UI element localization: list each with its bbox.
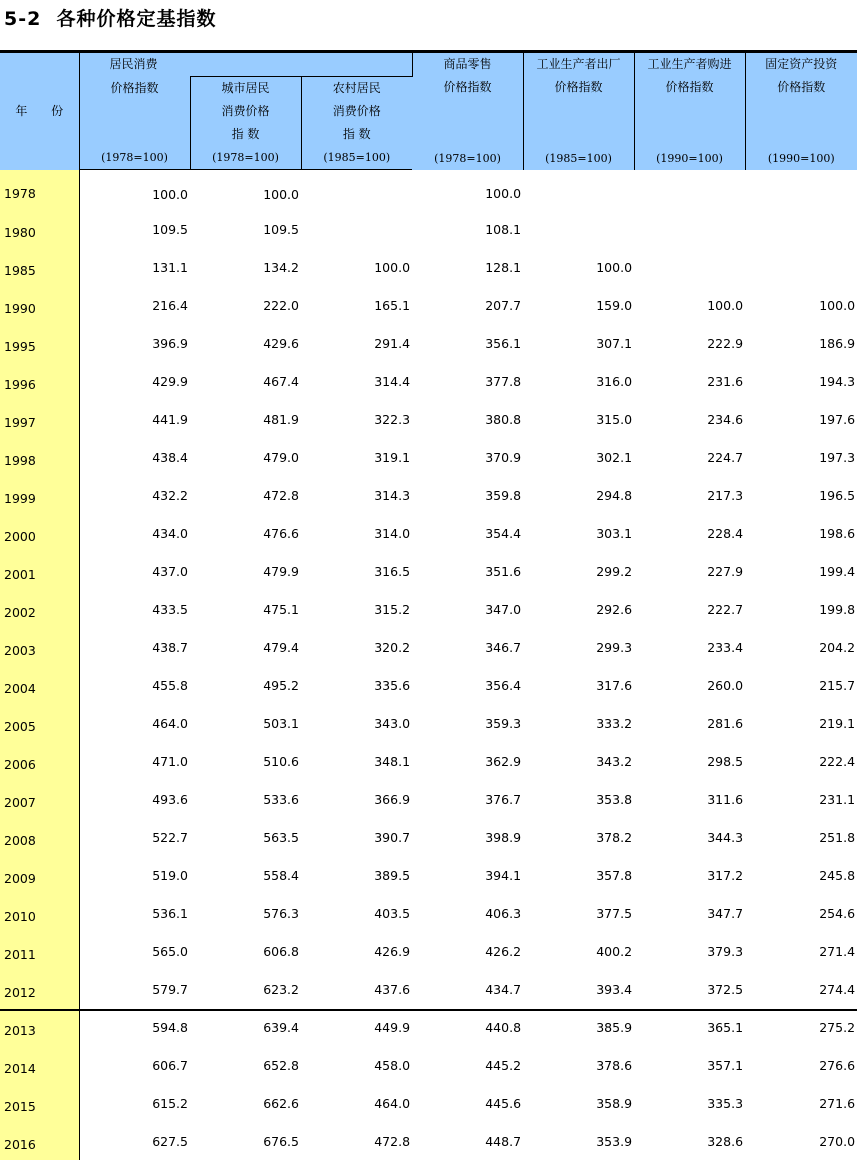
bottom-rule [0, 1009, 857, 1011]
value-cell: 198.6 [745, 514, 857, 552]
year-cell: 2013 [0, 1008, 79, 1046]
value-cell: 606.7 [79, 1046, 190, 1084]
value-cell: 522.7 [79, 818, 190, 856]
value-cell: 403.5 [301, 894, 412, 932]
value-cell: 615.2 [79, 1084, 190, 1122]
value-cell: 406.3 [412, 894, 523, 932]
value-cell: 448.7 [412, 1122, 523, 1160]
value-cell: 224.7 [634, 438, 745, 476]
value-cell: 231.6 [634, 362, 745, 400]
value-cell: 335.3 [634, 1084, 745, 1122]
value-cell: 353.9 [523, 1122, 634, 1160]
retail-base: (1978=100) [413, 147, 523, 170]
value-cell: 199.8 [745, 590, 857, 628]
value-cell: 303.1 [523, 514, 634, 552]
table-row [0, 170, 857, 211]
value-cell: 260.0 [634, 666, 745, 704]
retail-header [412, 53, 523, 170]
value-cell: 344.3 [634, 818, 745, 856]
value-cell: 503.1 [190, 704, 301, 742]
value-cell: 606.8 [190, 932, 301, 970]
invest-header-line1: 固定资产投资 [746, 53, 857, 76]
value-cell: 558.4 [190, 856, 301, 894]
rural-header-line1: 农村居民 [302, 77, 413, 100]
value-cell: 299.2 [523, 552, 634, 590]
value-cell: 356.1 [412, 324, 523, 362]
value-cell: 358.9 [523, 1084, 634, 1122]
table-row [0, 1008, 857, 1046]
value-cell: 302.1 [523, 438, 634, 476]
ppi-base: (1985=100) [524, 147, 634, 170]
table-row [0, 400, 857, 438]
value-cell: 481.9 [190, 400, 301, 438]
value-cell: 398.9 [412, 818, 523, 856]
table-row [0, 590, 857, 628]
value-cell: 317.6 [523, 666, 634, 704]
value-cell: 245.8 [745, 856, 857, 894]
value-cell: 276.6 [745, 1046, 857, 1084]
value-cell: 222.9 [634, 324, 745, 362]
table-row [0, 1084, 857, 1122]
cpi-base: (1978=100) [80, 146, 190, 169]
value-cell: 109.5 [190, 210, 301, 248]
value-cell: 316.0 [523, 362, 634, 400]
table-row [0, 248, 857, 286]
value-cell: 186.9 [745, 324, 857, 362]
value-cell: 100.0 [190, 170, 301, 211]
value-cell: 315.0 [523, 400, 634, 438]
urban-header-line2: 消费价格 [191, 100, 301, 123]
value-cell: 377.5 [523, 894, 634, 932]
year-cell: 2003 [0, 628, 79, 666]
value-cell: 464.0 [301, 1084, 412, 1122]
value-cell: 291.4 [301, 324, 412, 362]
value-cell: 251.8 [745, 818, 857, 856]
value-cell: 493.6 [79, 780, 190, 818]
year-cell: 2012 [0, 970, 79, 1008]
value-cell: 233.4 [634, 628, 745, 666]
value-cell: 438.7 [79, 628, 190, 666]
year-cell: 2004 [0, 666, 79, 704]
value-cell: 394.1 [412, 856, 523, 894]
table-body [0, 170, 857, 1160]
value-cell: 676.5 [190, 1122, 301, 1160]
value-cell: 400.2 [523, 932, 634, 970]
urban-base: (1978=100) [191, 146, 301, 169]
retail-header-line1: 商品零售 [413, 53, 523, 76]
purchase-header [634, 53, 745, 170]
value-cell: 165.1 [301, 286, 412, 324]
value-cell: 389.5 [301, 856, 412, 894]
value-cell: 426.9 [301, 932, 412, 970]
value-cell: 476.6 [190, 514, 301, 552]
value-cell [745, 170, 857, 211]
purchase-header-line2: 价格指数 [635, 76, 745, 99]
value-cell: 231.1 [745, 780, 857, 818]
rural-header-line3: 指 数 [302, 123, 413, 146]
value-cell: 108.1 [412, 210, 523, 248]
value-cell: 472.8 [301, 1122, 412, 1160]
value-cell: 207.7 [412, 286, 523, 324]
value-cell: 100.0 [745, 286, 857, 324]
value-cell: 362.9 [412, 742, 523, 780]
value-cell: 652.8 [190, 1046, 301, 1084]
value-cell: 639.4 [190, 1008, 301, 1046]
value-cell: 533.6 [190, 780, 301, 818]
value-cell: 434.0 [79, 514, 190, 552]
table-row [0, 932, 857, 970]
year-cell: 2005 [0, 704, 79, 742]
value-cell: 576.3 [190, 894, 301, 932]
value-cell: 359.8 [412, 476, 523, 514]
year-cell: 2010 [0, 894, 79, 932]
urban-header [190, 77, 301, 170]
value-cell: 662.6 [190, 1084, 301, 1122]
value-cell: 426.2 [412, 932, 523, 970]
value-cell: 347.0 [412, 590, 523, 628]
value-cell: 467.4 [190, 362, 301, 400]
purchase-header-line1: 工业生产者购进 [635, 53, 745, 76]
urban-header-line1: 城市居民 [191, 77, 301, 100]
purchase-base: (1990=100) [635, 147, 745, 170]
value-cell: 222.4 [745, 742, 857, 780]
cpi-header-line1: 居民消费 [110, 53, 412, 76]
table-row [0, 970, 857, 1008]
value-cell: 385.9 [523, 1008, 634, 1046]
value-cell: 357.1 [634, 1046, 745, 1084]
value-cell: 299.3 [523, 628, 634, 666]
value-cell: 315.2 [301, 590, 412, 628]
year-cell: 2002 [0, 590, 79, 628]
value-cell: 479.4 [190, 628, 301, 666]
year-cell: 2007 [0, 780, 79, 818]
value-cell: 565.0 [79, 932, 190, 970]
value-cell: 314.3 [301, 476, 412, 514]
year-cell: 1997 [0, 400, 79, 438]
value-cell: 196.5 [745, 476, 857, 514]
value-cell: 298.5 [634, 742, 745, 780]
value-cell: 627.5 [79, 1122, 190, 1160]
value-cell: 292.6 [523, 590, 634, 628]
value-cell: 475.1 [190, 590, 301, 628]
value-cell: 322.3 [301, 400, 412, 438]
rural-header [301, 77, 412, 170]
value-cell: 159.0 [523, 286, 634, 324]
value-cell: 216.4 [79, 286, 190, 324]
value-cell [745, 248, 857, 286]
value-cell: 372.5 [634, 970, 745, 1008]
value-cell: 458.0 [301, 1046, 412, 1084]
year-cell: 1998 [0, 438, 79, 476]
table-row [0, 666, 857, 704]
invest-header-line2: 价格指数 [746, 76, 857, 99]
value-cell [301, 170, 412, 211]
value-cell: 254.6 [745, 894, 857, 932]
value-cell: 343.2 [523, 742, 634, 780]
value-cell: 479.0 [190, 438, 301, 476]
urban-header-line3: 指 数 [191, 123, 301, 146]
value-cell: 328.6 [634, 1122, 745, 1160]
year-cell: 1985 [0, 248, 79, 286]
table-row [0, 362, 857, 400]
value-cell: 579.7 [79, 970, 190, 1008]
value-cell: 471.0 [79, 742, 190, 780]
value-cell [634, 210, 745, 248]
price-index-table [0, 53, 857, 1160]
value-cell: 354.4 [412, 514, 523, 552]
year-cell: 2000 [0, 514, 79, 552]
value-cell: 472.8 [190, 476, 301, 514]
value-cell: 378.2 [523, 818, 634, 856]
value-cell: 100.0 [79, 170, 190, 211]
year-cell: 1990 [0, 286, 79, 324]
table-row [0, 552, 857, 590]
value-cell: 271.6 [745, 1084, 857, 1122]
value-cell: 623.2 [190, 970, 301, 1008]
year-cell: 2001 [0, 552, 79, 590]
value-cell: 128.1 [412, 248, 523, 286]
table-row [0, 628, 857, 666]
table-row [0, 1046, 857, 1084]
value-cell: 441.9 [79, 400, 190, 438]
value-cell: 294.8 [523, 476, 634, 514]
value-cell: 314.4 [301, 362, 412, 400]
value-cell: 307.1 [523, 324, 634, 362]
value-cell: 281.6 [634, 704, 745, 742]
value-cell: 197.6 [745, 400, 857, 438]
retail-header-line2: 价格指数 [413, 76, 523, 99]
value-cell: 346.7 [412, 628, 523, 666]
rural-header-line2: 消费价格 [302, 100, 413, 123]
value-cell [634, 170, 745, 211]
value-cell: 348.1 [301, 742, 412, 780]
value-cell: 370.9 [412, 438, 523, 476]
year-cell: 2014 [0, 1046, 79, 1084]
year-header: 年 份 [0, 53, 79, 170]
cpi-header [79, 53, 412, 77]
value-cell: 377.8 [412, 362, 523, 400]
value-cell: 274.4 [745, 970, 857, 1008]
value-cell: 353.8 [523, 780, 634, 818]
value-cell: 357.8 [523, 856, 634, 894]
value-cell: 445.2 [412, 1046, 523, 1084]
table-row [0, 476, 857, 514]
value-cell: 199.4 [745, 552, 857, 590]
value-cell: 222.7 [634, 590, 745, 628]
value-cell: 437.6 [301, 970, 412, 1008]
value-cell: 219.1 [745, 704, 857, 742]
table-row [0, 1122, 857, 1160]
table-row [0, 210, 857, 248]
value-cell: 356.4 [412, 666, 523, 704]
value-cell: 479.9 [190, 552, 301, 590]
value-cell: 222.0 [190, 286, 301, 324]
value-cell: 215.7 [745, 666, 857, 704]
year-cell: 1999 [0, 476, 79, 514]
value-cell: 335.6 [301, 666, 412, 704]
value-cell: 100.0 [412, 170, 523, 211]
invest-base: (1990=100) [746, 147, 857, 170]
value-cell: 227.9 [634, 552, 745, 590]
value-cell: 359.3 [412, 704, 523, 742]
year-cell: 2015 [0, 1084, 79, 1122]
value-cell: 563.5 [190, 818, 301, 856]
value-cell: 376.7 [412, 780, 523, 818]
value-cell: 275.2 [745, 1008, 857, 1046]
value-cell: 536.1 [79, 894, 190, 932]
page-title: 5-2 各种价格定基指数 [4, 4, 217, 31]
table-row [0, 704, 857, 742]
value-cell: 197.3 [745, 438, 857, 476]
table-row [0, 324, 857, 362]
year-cell: 2009 [0, 856, 79, 894]
table-row [0, 780, 857, 818]
value-cell: 495.2 [190, 666, 301, 704]
table-row [0, 894, 857, 932]
value-cell: 314.0 [301, 514, 412, 552]
year-cell: 1996 [0, 362, 79, 400]
table-row [0, 438, 857, 476]
value-cell: 109.5 [79, 210, 190, 248]
ppi-header-line2: 价格指数 [524, 76, 634, 99]
value-cell: 365.1 [634, 1008, 745, 1046]
value-cell: 429.6 [190, 324, 301, 362]
value-cell: 445.6 [412, 1084, 523, 1122]
value-cell [523, 170, 634, 211]
value-cell: 379.3 [634, 932, 745, 970]
value-cell: 316.5 [301, 552, 412, 590]
value-cell: 440.8 [412, 1008, 523, 1046]
rural-base: (1985=100) [302, 146, 413, 169]
value-cell: 100.0 [634, 286, 745, 324]
value-cell: 390.7 [301, 818, 412, 856]
value-cell [745, 210, 857, 248]
table-row [0, 286, 857, 324]
table-row [0, 514, 857, 552]
year-cell: 2016 [0, 1122, 79, 1160]
year-cell: 1995 [0, 324, 79, 362]
value-cell: 510.6 [190, 742, 301, 780]
value-cell: 396.9 [79, 324, 190, 362]
cpi-subheader [79, 77, 190, 170]
year-cell: 1980 [0, 210, 79, 248]
invest-header [745, 53, 857, 170]
value-cell: 100.0 [301, 248, 412, 286]
value-cell: 320.2 [301, 628, 412, 666]
value-cell: 271.4 [745, 932, 857, 970]
value-cell: 393.4 [523, 970, 634, 1008]
table-row [0, 856, 857, 894]
value-cell: 378.6 [523, 1046, 634, 1084]
value-cell [301, 210, 412, 248]
value-cell: 434.7 [412, 970, 523, 1008]
year-cell: 1978 [0, 170, 79, 211]
table-row [0, 742, 857, 780]
value-cell: 194.3 [745, 362, 857, 400]
value-cell: 319.1 [301, 438, 412, 476]
value-cell: 432.2 [79, 476, 190, 514]
value-cell: 134.2 [190, 248, 301, 286]
ppi-header-line1: 工业生产者出厂 [524, 53, 634, 76]
value-cell: 449.9 [301, 1008, 412, 1046]
value-cell [523, 210, 634, 248]
value-cell: 433.5 [79, 590, 190, 628]
value-cell: 594.8 [79, 1008, 190, 1046]
value-cell: 131.1 [79, 248, 190, 286]
value-cell: 351.6 [412, 552, 523, 590]
value-cell: 317.2 [634, 856, 745, 894]
value-cell: 366.9 [301, 780, 412, 818]
value-cell: 343.0 [301, 704, 412, 742]
value-cell: 270.0 [745, 1122, 857, 1160]
value-cell: 455.8 [79, 666, 190, 704]
value-cell: 204.2 [745, 628, 857, 666]
value-cell: 438.4 [79, 438, 190, 476]
value-cell: 347.7 [634, 894, 745, 932]
value-cell [634, 248, 745, 286]
value-cell: 234.6 [634, 400, 745, 438]
cpi-header-line2: 价格指数 [80, 77, 190, 100]
year-cell: 2006 [0, 742, 79, 780]
value-cell: 217.3 [634, 476, 745, 514]
value-cell: 311.6 [634, 780, 745, 818]
value-cell: 100.0 [523, 248, 634, 286]
value-cell: 380.8 [412, 400, 523, 438]
table-row [0, 818, 857, 856]
year-cell: 2011 [0, 932, 79, 970]
value-cell: 437.0 [79, 552, 190, 590]
value-cell: 464.0 [79, 704, 190, 742]
value-cell: 519.0 [79, 856, 190, 894]
value-cell: 429.9 [79, 362, 190, 400]
value-cell: 228.4 [634, 514, 745, 552]
year-cell: 2008 [0, 818, 79, 856]
value-cell: 333.2 [523, 704, 634, 742]
ppi-header [523, 53, 634, 170]
